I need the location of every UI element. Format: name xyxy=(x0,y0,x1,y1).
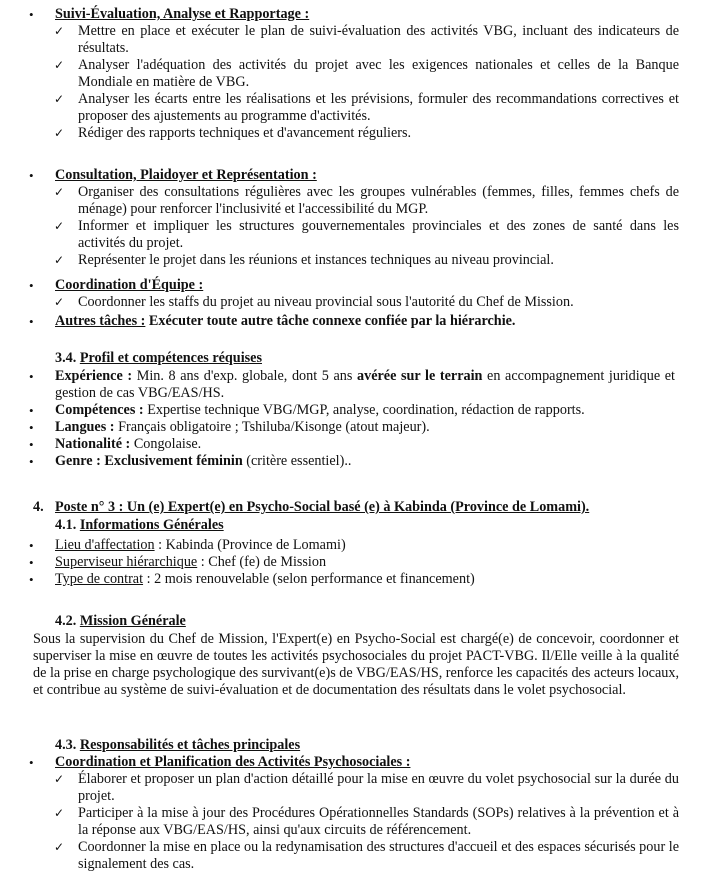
check-icon: ✓ xyxy=(54,219,65,233)
check-icon: ✓ xyxy=(54,126,65,140)
list-item: ✓ Informer et impliquer les structures gouvernementales provinciales et des zones de santé dans les activités du projet. xyxy=(54,218,679,251)
bullet-icon: • xyxy=(29,369,34,384)
list-item: ✓ Participer à la mise à jour des Procédures Opérationnelles Standards (SOPs) relatives à la prévention et à la réponse aux VBG/EAS/HS, ainsi qu'aux circuits de référencement. xyxy=(54,805,679,838)
section-suivi-evaluation xyxy=(0,6,711,142)
check-icon: ✓ xyxy=(54,295,65,309)
section-coordination-psychosociale xyxy=(0,754,711,873)
bullet-icon: • xyxy=(29,278,34,293)
profil-heading: 3.4. Profil et compétences réquises xyxy=(55,350,262,366)
list-item: • Genre : Exclusivement féminin (critère essentiel).. xyxy=(29,453,352,469)
list-item: ✓ Coordonner les staffs du projet au niveau provincial sous l'autorité du Chef de Mission. xyxy=(54,294,574,310)
info-list xyxy=(0,537,711,588)
check-icon: ✓ xyxy=(54,253,65,267)
section-text: Exécuter toute autre tâche connexe confiée par la hiérarchie. xyxy=(145,313,516,329)
section-heading: Coordination d'Équipe : xyxy=(55,277,204,293)
bullet-icon: • xyxy=(29,420,34,435)
mission-paragraph: Sous la supervision du Chef de Mission, l'Expert(e) en Psycho-Social est chargé(e) de concevoir, coordonner et superviser la mise en œuvre de toutes les activités psychosociales du projet PACT-VBG. Il/Elle veille à la qualité de la prise en charge psychologique des survivant(e)s de VBG/EAS/HS, renforce les capacités des acteurs locaux, et contribue au système de suivi-évaluation et de documentation des résultats dans le volet psychosocial. xyxy=(33,631,679,698)
info-heading: 4.1. Informations Générales xyxy=(55,517,224,533)
list-item: • Type de contrat : 2 mois renouvelable (selon performance et financement) xyxy=(29,571,475,587)
section-consultation xyxy=(0,167,711,269)
check-icon: ✓ xyxy=(54,185,65,199)
section-coordination-equipe xyxy=(0,277,711,311)
check-icon: ✓ xyxy=(54,24,65,38)
bullet-icon: • xyxy=(29,437,34,452)
bullet-icon: • xyxy=(29,555,34,570)
check-icon: ✓ xyxy=(54,772,65,786)
list-item: • Expérience : Min. 8 ans d'exp. globale, dont 5 ans avérée sur le terrain en accompagnement juridique et gestion de cas VBG/EAS/HS. xyxy=(29,368,676,401)
list-item: • Superviseur hiérarchique : Chef (fe) de Mission xyxy=(29,554,327,570)
responsabilites-heading: 4.3. Responsabilités et tâches principales xyxy=(55,737,301,753)
list-item: ✓ Analyser l'adéquation des activités du projet avec les exigences nationales et celles de la Banque Mondiale en matière de VBG. xyxy=(54,57,679,90)
bullet-icon: • xyxy=(29,572,34,587)
check-icon: ✓ xyxy=(54,840,65,854)
section-heading: Autres tâches : xyxy=(55,313,146,329)
list-item: ✓ Coordonner la mise en place ou la redynamisation des structures d'accueil et des espaces sécurisés pour le signalement des cas. xyxy=(54,839,679,872)
check-icon: ✓ xyxy=(54,92,65,106)
list-item: • Langues : Français obligatoire ; Tshiluba/Kisonge (atout majeur). xyxy=(29,419,430,435)
bullet-icon: • xyxy=(29,454,34,469)
section-heading: Coordination et Planification des Activités Psychosociales : xyxy=(55,754,411,770)
mission-heading: 4.2. Mission Générale xyxy=(55,613,186,629)
list-item: ✓ Élaborer et proposer un plan d'action détaillé pour la mise en œuvre du volet psychosocial sur la durée du projet. xyxy=(54,771,679,804)
list-item: • Lieu d'affectation : Kabinda (Province de Lomami) xyxy=(29,537,346,553)
list-item: ✓ Rédiger des rapports techniques et d'avancement réguliers. xyxy=(54,125,412,141)
profil-list xyxy=(0,368,711,470)
section-autres-taches xyxy=(0,313,711,330)
check-icon: ✓ xyxy=(54,58,65,72)
list-item: • Nationalité : Congolaise. xyxy=(29,436,202,452)
bullet-icon: • xyxy=(29,314,34,329)
section-heading: Suivi-Évaluation, Analyse et Rapportage : xyxy=(55,6,310,22)
list-item: • Compétences : Expertise technique VBG/MGP, analyse, coordination, rédaction de rapports. xyxy=(29,402,585,418)
list-item: ✓ Organiser des consultations régulières avec les groupes vulnérables (femmes, filles, femmes chefs de ménage) pour renforcer l'inclusivité et l'accessibilité du MGP. xyxy=(54,184,679,217)
list-item: ✓ Mettre en place et exécuter le plan de suivi-évaluation des activités VBG, incluant des indicateurs de résultats. xyxy=(54,23,679,56)
bullet-icon: • xyxy=(29,538,34,553)
check-icon: ✓ xyxy=(54,806,65,820)
section-heading: Consultation, Plaidoyer et Représentation : xyxy=(55,167,317,183)
list-item: ✓ Analyser les écarts entre les réalisations et les prévisions, formuler des recommandations correctives et proposer des ajustements au programme d'activités. xyxy=(54,91,679,124)
bullet-icon: • xyxy=(29,403,34,418)
list-item: ✓ Représenter le projet dans les réunions et instances techniques au niveau provincial. xyxy=(54,252,554,268)
bullet-icon: • xyxy=(29,7,34,22)
poste-heading: 4. Poste n° 3 : Un (e) Expert(e) en Psycho-Social basé (e) à Kabinda (Province de Lomami). xyxy=(33,499,590,515)
bullet-icon: • xyxy=(29,168,34,183)
bullet-icon: • xyxy=(29,755,34,770)
